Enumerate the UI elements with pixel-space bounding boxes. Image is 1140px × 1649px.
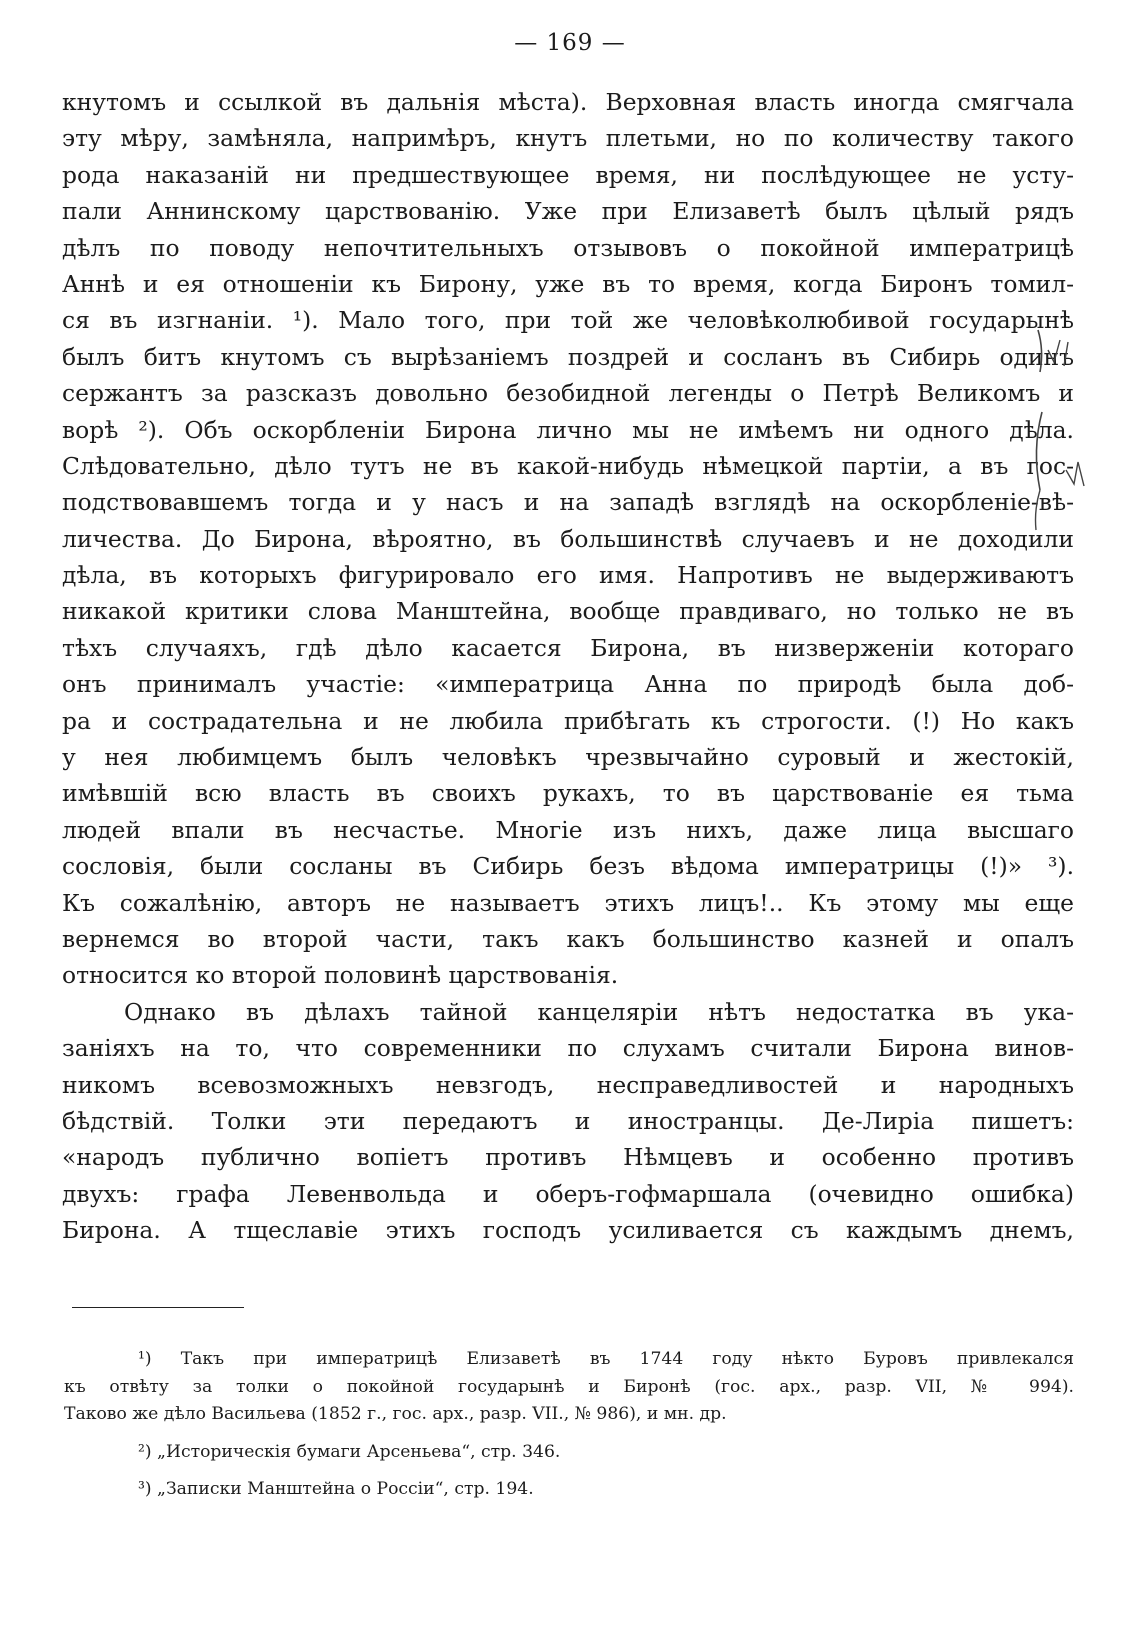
- body-line: людей впали въ несчастье. Многіе изъ нихъ, даже лица высшаго: [62, 815, 1074, 844]
- body-line: сословія, были сосланы въ Сибирь безъ вѣдома императрицы (!)» ³).: [62, 852, 1074, 881]
- body-line: пали Аннинскому царствованію. Уже при Елизаветѣ былъ цѣлый рядъ: [62, 197, 1074, 226]
- body-line: рода наказаній ни предшествующее время, ни послѣдующее не усту-: [62, 160, 1074, 189]
- body-line: относится ко второй половинѣ царствованія.: [62, 961, 619, 990]
- footnote-1-line: къ отвѣту за толки о покойной государынѣ и Биронѣ (гос. арх., разр. VII, № 994).: [64, 1376, 1074, 1397]
- footnote-1-line: Таково же дѣло Васильева (1852 г., гос. арх., разр. VII., № 986), и мн. др.: [64, 1404, 727, 1425]
- body-line: Слѣдовательно, дѣло тутъ не въ какой-нибудь нѣмецкой партіи, а въ гос-: [62, 451, 1074, 480]
- body-line: дѣлъ по поводу непочтительныхъ отзывовъ о покойной императрицѣ: [62, 233, 1074, 262]
- body-line: ворѣ ²). Объ оскорбленіи Бирона лично мы не имѣемъ ни одного дѣла.: [62, 415, 1074, 444]
- body-line: Аннѣ и ея отношеніи къ Бирону, уже въ то время, когда Биронъ томил-: [62, 269, 1074, 298]
- body-line: онъ принималъ участіе: «императрица Анна по природѣ была доб-: [62, 670, 1074, 699]
- margin-pencil-marks: [1030, 320, 1100, 550]
- body-line: кнутомъ и ссылкой въ дальнія мѣста). Верховная власть иногда смягчала: [62, 88, 1074, 116]
- body-line: эту мѣру, замѣняла, напримѣръ, кнутъ плетьми, но по количеству такого: [62, 124, 1074, 153]
- body-line: у нея любимцемъ былъ человѣкъ чрезвычайно суровый и жестокій,: [62, 743, 1074, 772]
- footnote-3: ³) „Записки Манштейна о Россіи“, стр. 194.: [138, 1479, 534, 1500]
- body-line: «народъ публично вопіетъ противъ Нѣмцевъ и особенно противъ: [62, 1143, 1074, 1172]
- body-line: сержантъ за разсказъ довольно безобидной легенды о Петрѣ Великомъ и: [62, 379, 1074, 408]
- body-line: двухъ: графа Левенвольда и оберъ-гофмаршала (очевидно ошибка): [62, 1179, 1074, 1208]
- body-line: Къ сожалѣнію, авторъ не называетъ этихъ лицъ!.. Къ этому мы еще: [62, 888, 1074, 917]
- body-line: никакой критики слова Манштейна, вообще правдиваго, но только не въ: [62, 597, 1074, 626]
- body-line: подствовавшемъ тогда и у насъ и на западѣ взглядѣ на оскорбленіе-вѣ-: [62, 488, 1074, 517]
- body-line: былъ битъ кнутомъ съ вырѣзаніемъ поздрей и сосланъ въ Сибирь одинъ: [62, 342, 1074, 371]
- footnote-1-line: ¹) Такъ при императрицѣ Елизаветѣ въ 1744 году нѣкто Буровъ привлекался: [138, 1349, 1074, 1369]
- body-line: Бирона. А тщеславіе этихъ господъ усиливается съ каждымъ днемъ,: [62, 1216, 1074, 1245]
- body-line: дѣла, въ которыхъ фигурировало его имя. Напротивъ не выдерживаютъ: [62, 561, 1074, 590]
- body-line: заніяхъ на то, что современники по слухамъ считали Бирона винов-: [62, 1034, 1074, 1063]
- body-line: личества. До Бирона, вѣроятно, въ большинствѣ случаевъ и не доходили: [62, 524, 1074, 553]
- body-line: ся въ изгнаніи. ¹). Мало того, при той же человѣколюбивой государынѣ: [62, 306, 1074, 335]
- footnote-2: ²) „Историческія бумаги Арсеньева“, стр. 346.: [138, 1441, 561, 1462]
- body-line: никомъ всевозможныхъ невзгодъ, несправедливостей и народныхъ: [62, 1070, 1074, 1099]
- paragraph-start-line: Однако въ дѣлахъ тайной канцеляріи нѣтъ недостатка въ ука-: [124, 997, 1074, 1026]
- footnotes: [64, 1346, 1074, 1504]
- body-text: [62, 84, 1074, 1249]
- body-line: бѣдствій. Толки эти передаютъ и иностранцы. Де-Лиріа пишетъ:: [62, 1106, 1074, 1135]
- body-line: имѣвшій всю власть въ своихъ рукахъ, то въ царствованіе ея тьма: [62, 779, 1074, 808]
- body-line: ра и сострадательна и не любила прибѣгать къ строгости. (!) Но какъ: [62, 706, 1074, 735]
- footnote-divider: [72, 1307, 244, 1308]
- body-line: вернемся во второй части, такъ какъ большинство казней и опалъ: [62, 924, 1074, 953]
- page-number: — 169 —: [514, 30, 626, 56]
- body-line: тѣхъ случаяхъ, гдѣ дѣло касается Бирона, въ низверженіи котораго: [62, 633, 1074, 662]
